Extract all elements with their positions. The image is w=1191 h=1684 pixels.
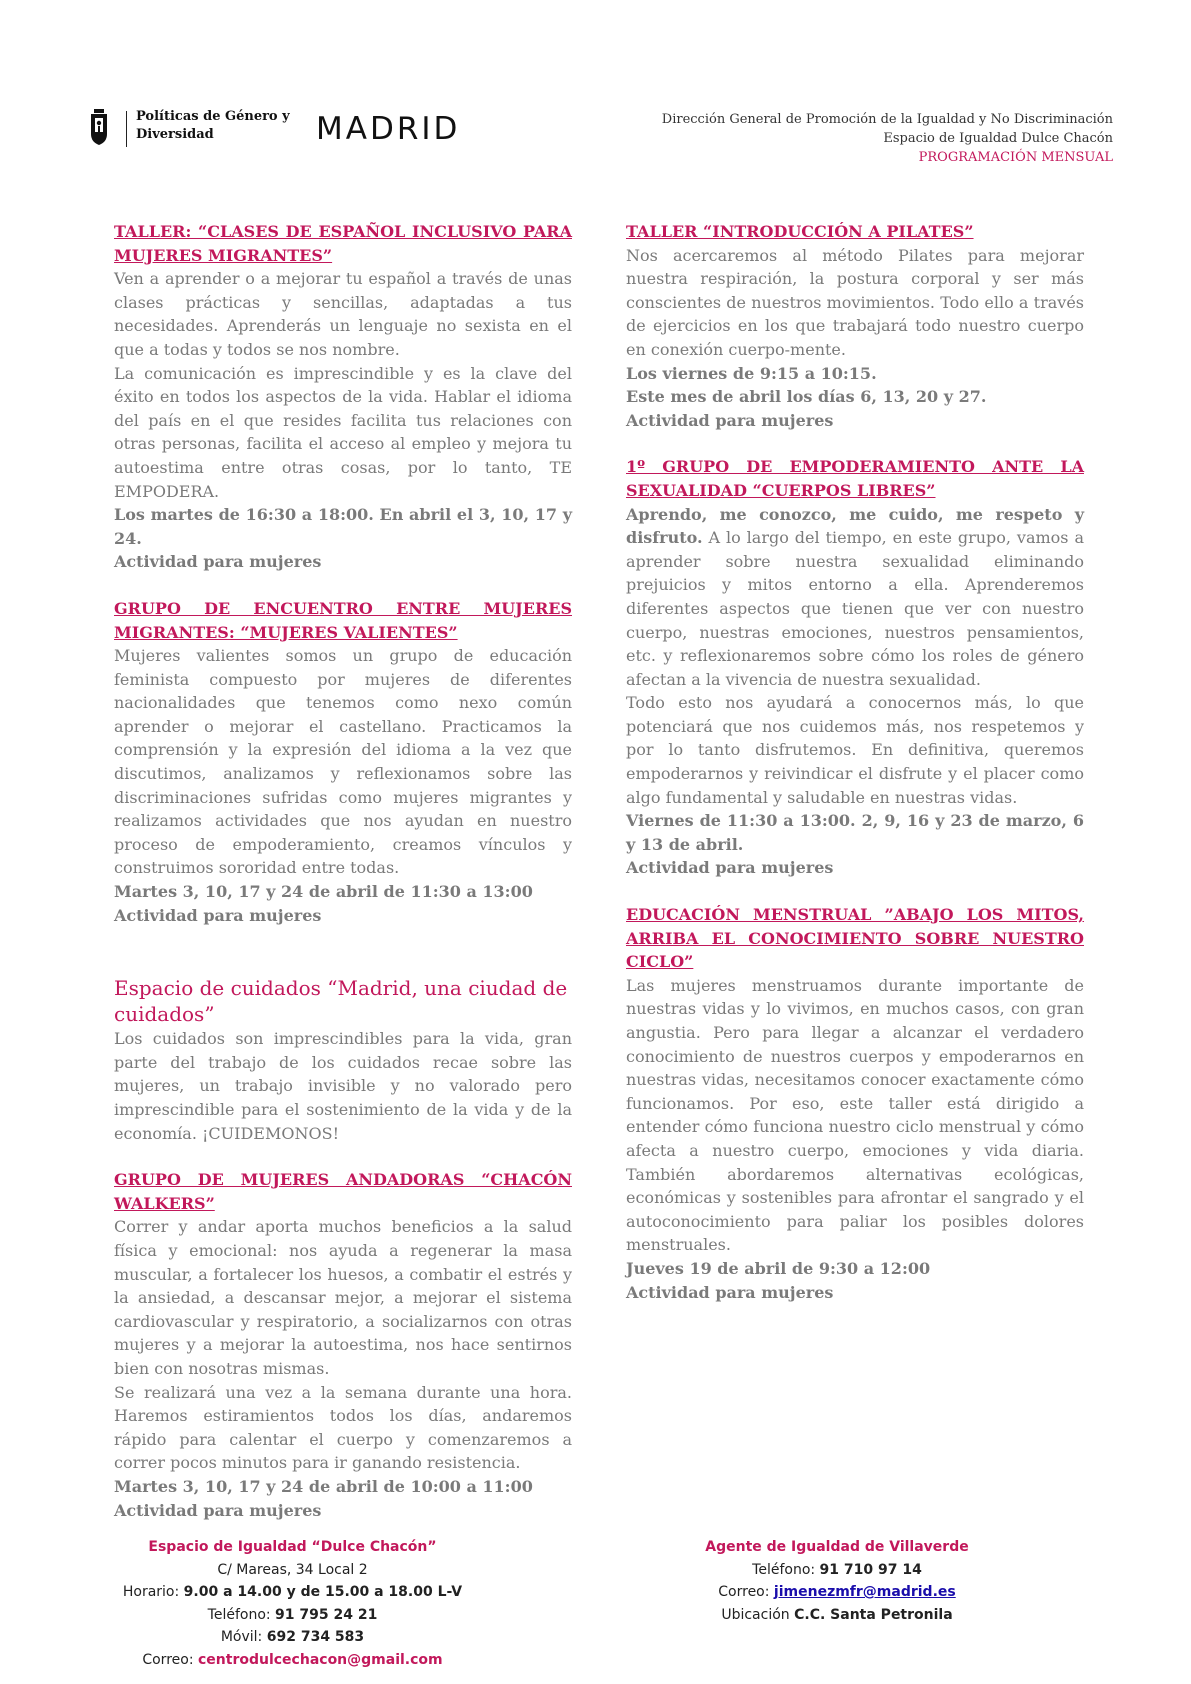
section-chacon-walkers [114,1168,572,1522]
section-paragraph: Ven a aprender o a mejorar tu español a través de unas clases prácticas y sencillas, adaptadas a tus necesidades. Aprenderás un lenguaje no sexista en el que a todas y todos se nos nombre. [114,269,572,359]
footer-address: C/ Mareas, 34 Local 2 [217,1561,368,1578]
footer-title: Espacio de Igualdad “Dulce Chacón” [148,1539,437,1555]
section-audience: Actividad para mujeres [114,552,322,572]
section-paragraph: Correr y andar aporta muchos beneficios a la salud física y emocional: nos ayuda a regenerar la masa muscular, a fortalecer los huesos, a combatir el estrés y la ansiedad, a descansar mejor, a mejorar el sistema cardiovascular y respiratorio, a socializarnos con otras mujeres y a mejorar la autoestima, nos hace sentirnos bien con nosotras mismas. [114,1217,572,1378]
section-paragraph: Todo esto nos ayudará a conocernos más, lo que potenciará que nos cuidemos más, nos respetemos y por lo tanto disfrutemos. En definitiva, queremos empoderarnos y reivindicar el disfrute y el placer como algo fundamental y saludable en nuestras vidas. [626,693,1084,807]
section-cuidados [114,975,572,1145]
logo-line-1: Políticas de Género y [136,109,290,124]
section-title: TALLER “INTRODUCCIÓN A PILATES” [626,222,974,241]
footer-center-contact [120,1536,465,1671]
section-paragraph-text: A lo largo del tiempo, en este grupo, vamos a aprender sobre nuestra sexualidad eliminando prejuicios y mitos entorno a ella. Aprenderemos diferentes aspectos que tienen que ver con nuestro cuerpo, nuestras emociones, nuestros pensamientos, etc. y reflexionaremos sobre cómo los roles de género afectan a la vivencia de nuestra sexualidad. [626,528,1084,689]
section-audience: Actividad para mujeres [114,1500,322,1520]
section-title: TALLER: “CLASES DE ESPAÑOL INCLUSIVO PARA MUJERES MIGRANTES” [114,222,572,265]
section-audience: Actividad para mujeres [626,858,834,878]
phone-value: 91 795 24 21 [275,1606,378,1623]
email-value: centrodulcechacon@gmail.com [198,1651,443,1668]
section-schedule: Viernes de 11:30 a 13:00. 2, 9, 16 y 23 de marzo, 6 y 13 de abril. [626,811,1084,854]
section-audience: Actividad para mujeres [626,1282,834,1302]
hours-value: 9.00 a 14.00 y de 15.00 a 18.00 L-V [183,1584,463,1600]
section-title: GRUPO DE MUJERES ANDADORAS “CHACÓN WALKERS” [114,1170,572,1213]
section-schedule: Los martes de 16:30 a 18:00. En abril el 3, 10, 17 y 24. [114,505,572,548]
section-mujeres-valientes [114,597,572,927]
phone-value: 91 710 97 14 [819,1561,922,1578]
left-column [114,220,572,1545]
hours-label: Horario: [122,1584,184,1600]
section-schedule: Este mes de abril los días 6, 13, 20 y 27. [626,387,987,407]
section-paragraph: Mujeres valientes somos un grupo de educación feminista compuesto por mujeres de diferentes nacionalidades que tenemos como nexo común aprender o mejorar el castellano. Practicamos la comprensión y la expresión del idioma a la vez que discutimos, analizamos y reflexionamos sobre las discriminaciones sufridas como mujeres migrantes y realizamos actividades que nos ayudan en nuestro proceso de empoderamiento, creamos vínculos y construimos sororidad entre todas. [114,646,572,878]
phone-label: Teléfono: [752,1561,820,1578]
email-label: Correo: [142,1651,198,1668]
footer-email [682,1581,992,1604]
footer-mobile [120,1626,465,1649]
footer-hours [120,1581,465,1604]
section-schedule: Jueves 19 de abril de 9:30 a 12:00 [626,1258,931,1278]
section-spanish-class [114,220,572,574]
section-schedule: Martes 3, 10, 17 y 24 de abril de 11:30 a 13:00 [114,882,533,902]
location-label: Ubicación [721,1606,795,1623]
section-paragraph: Se realizará una vez a la semana durante una hora. Haremos estiramientos todos los días, andaremos rápido para calentar el cuerpo y comenzaremos a correr pocos minutos para ir ganando resistencia. [114,1382,572,1473]
section-paragraph: Las mujeres menstruamos durante importante de nuestras vidas y lo vivimos, en muchos casos, con gran angustia. Pero para llegar a alcanzar el verdadero conocimiento de nuestros cuerpos y empoderarnos en nuestras vidas, necesitamos conocer exactamente cómo funcionamos. Por eso, este taller está dirigido a entender cómo funciona nuestro ciclo menstrual y cómo afecta a nuestro cuerpo, emociones y vida diaria. También abordaremos alternativas ecológicas, económicas y sostenibles para afrontar el sangrado y el autoconocimiento para paliar los posibles dolores menstruales. [626,975,1084,1255]
madrid-logo: MADRID [316,111,461,147]
section-paragraph: Nos acercaremos al método Pilates para mejorar nuestra respiración, la postura corporal y ser más conscientes de nuestros movimientos. Todo ello a través de ejercicios en los que trabajará todo nuestro cuerpo en conexión cuerpo-mente. [626,245,1084,359]
mobile-label: Móvil: [220,1629,267,1645]
section-title: Espacio de cuidados “Madrid, una ciudad de cuidados” [114,976,568,1027]
section-paragraph: La comunicación es imprescindible y es la clave del éxito en todos los aspectos de la vida. Hablar el idioma del país en el que resides facilita tus relaciones con otras personas, facilita el acceso al empleo y mejora tu autoestima entre otras cosas, por lo tanto, TE EMPODERA. [114,363,572,501]
email-link[interactable]: jimenezmfr@madrid.es [773,1584,956,1600]
section-audience: Actividad para mujeres [114,905,322,925]
footer-phone [120,1604,465,1627]
section-menstrual-education [626,903,1084,1304]
header-directorate: Dirección General de Promoción de la Igualdad y No Discriminación [661,112,1113,127]
phone-label: Teléfono: [207,1606,276,1623]
section-paragraph [626,503,1084,692]
section-lead: Aprendo, me conozco, me cuido, me respeto y disfruto. [626,504,1084,548]
section-title: EDUCACIÓN MENSTRUAL ”ABAJO LOS MITOS, ARRIBA EL CONOCIMIENTO SOBRE NUESTRO CICLO” [626,905,1084,972]
section-cuerpos-libres [626,455,1084,880]
section-pilates [626,220,1084,432]
madrid-crest-icon [88,108,110,146]
footer-phone [682,1559,992,1582]
logo-divider [126,111,127,147]
header-center-name: Espacio de Igualdad Dulce Chacón [883,131,1113,146]
email-label: Correo: [718,1584,774,1600]
footer-title: Agente de Igualdad de Villaverde [705,1539,969,1555]
page-header [0,108,1191,168]
section-title: GRUPO DE ENCUENTRO ENTRE MUJERES MIGRANTES: “MUJERES VALIENTES” [114,598,572,642]
spacer [114,950,572,975]
section-schedule: Los viernes de 9:15 a 10:15. [626,363,877,383]
section-title: 1º GRUPO DE EMPODERAMIENTO ANTE LA SEXUALIDAD “CUERPOS LIBRES” [626,457,1084,500]
footer-location [682,1604,992,1627]
footer-email [120,1649,465,1672]
section-schedule: Martes 3, 10, 17 y 24 de abril de 10:00 a 11:00 [114,1476,533,1496]
footer-agent-contact [682,1536,992,1626]
mobile-value: 692 734 583 [266,1629,365,1645]
department-logo-text [136,108,290,144]
location-value: C.C. Santa Petronila [794,1606,953,1623]
header-right-block [662,110,1113,167]
section-audience: Actividad para mujeres [626,410,834,430]
logo-line-2: Diversidad [136,127,214,142]
header-program-label: PROGRAMACIÓN MENSUAL [918,150,1113,165]
right-column [626,220,1084,1327]
section-paragraph: Los cuidados son imprescindibles para la vida, gran parte del trabajo de los cuidados recae sobre las mujeres, un trabajo invisible y no valorado pero imprescindible para el sostenimiento de la vida y de la economía. ¡CUIDEMONOS! [114,1029,572,1143]
